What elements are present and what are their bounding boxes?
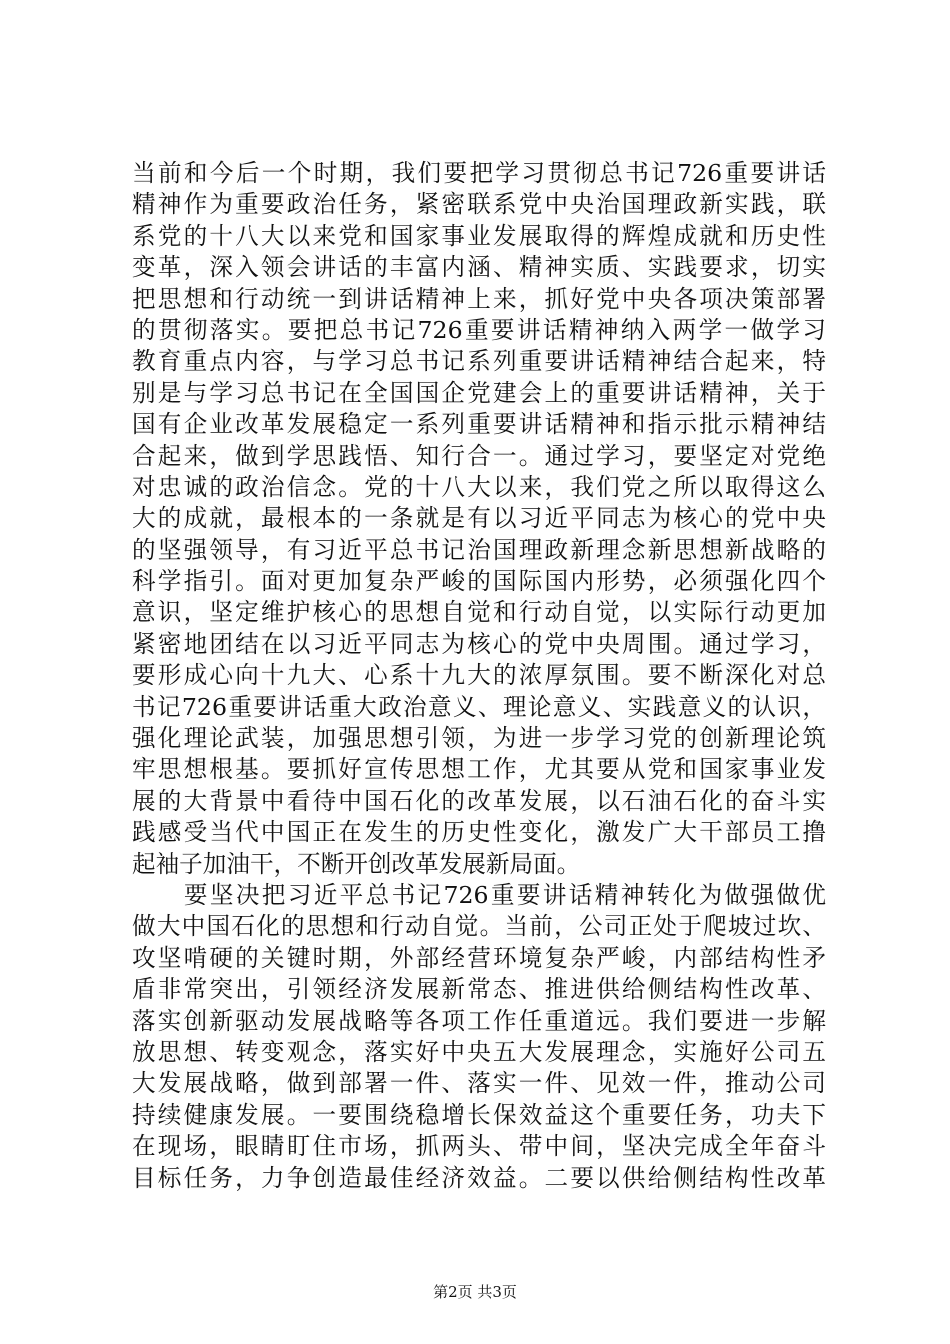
page-footer: 第2页 共3页 <box>433 1283 517 1301</box>
text-line: 展的大背景中看待中国石化的改革发展，以石油石化的奋斗实 <box>132 786 826 815</box>
text-line: 合起来，做到学思践悟、知行合一。通过学习，要坚定对党绝 <box>132 441 826 470</box>
text-line: 国有企业改革发展稳定一系列重要讲话精神和指示批示精神结 <box>132 410 826 439</box>
text-line: 对忠诚的政治信念。党的十八大以来，我们党之所以取得这么 <box>132 472 826 501</box>
text-line: 系党的十八大以来党和国家事业发展取得的辉煌成就和历史性 <box>132 221 826 250</box>
text-line: 牢思想根基。要抓好宣传思想工作，尤其要从党和国家事业发 <box>132 755 826 784</box>
text-line: 当前和今后一个时期，我们要把学习贯彻总书记726重要讲话 <box>132 159 826 187</box>
text-line: 的坚强领导，有习近平总书记治国理政新理念新思想新战略的 <box>132 535 826 564</box>
text-line: 大发展战略，做到部署一件、落实一件、见效一件，推动公司 <box>132 1069 826 1098</box>
body-text <box>132 158 826 1194</box>
text-line: 要坚决把习近平总书记726重要讲话精神转化为做强做优 <box>132 880 826 909</box>
text-line: 做大中国石化的思想和行动自觉。当前，公司正处于爬坡过坎、 <box>132 912 826 941</box>
text-line: 精神作为重要政治任务，紧密联系党中央治国理政新实践，联 <box>132 190 826 219</box>
text-line: 持续健康发展。一要围绕稳增长保效益这个重要任务，功夫下 <box>132 1100 826 1129</box>
text-line: 意识，坚定维护核心的思想自觉和行动自觉，以实际行动更加 <box>132 598 826 627</box>
text-line: 别是与学习总书记在全国国企党建会上的重要讲话精神，关于 <box>132 378 826 407</box>
text-line: 变革，深入领会讲话的丰富内涵、精神实质、实践要求，切实 <box>132 253 826 282</box>
text-line: 大的成就，最根本的一条就是有以习近平同志为核心的党中央 <box>132 504 826 533</box>
text-line: 教育重点内容，与学习总书记系列重要讲话精神结合起来，特 <box>132 347 826 376</box>
text-line: 盾非常突出，引领经济发展新常态、推进供给侧结构性改革、 <box>132 975 826 1004</box>
text-line: 要形成心向十九大、心系十九大的浓厚氛围。要不断深化对总 <box>132 661 826 690</box>
text-line: 攻坚啃硬的关键时期，外部经营环境复杂严峻，内部结构性矛 <box>132 943 826 972</box>
text-line: 的贯彻落实。要把总书记726重要讲话精神纳入两学一做学习 <box>132 315 826 344</box>
text-line: 目标任务，力争创造最佳经济效益。二要以供给侧结构性改革 <box>132 1163 826 1192</box>
text-line: 科学指引。面对更加复杂严峻的国际国内形势，必须强化四个 <box>132 567 826 596</box>
text-line: 放思想、转变观念，落实好中央五大发展理念，实施好公司五 <box>132 1037 826 1066</box>
text-line: 紧密地团结在以习近平同志为核心的党中央周围。通过学习， <box>132 629 826 658</box>
text-line: 起袖子加油干，不断开创改革发展新局面。 <box>132 849 581 878</box>
text-line: 在现场，眼睛盯住市场，抓两头、带中间，坚决完成全年奋斗 <box>132 1132 826 1161</box>
text-line: 落实创新驱动发展战略等各项工作任重道远。我们要进一步解 <box>132 1006 826 1035</box>
text-line: 强化理论武装，加强思想引领，为进一步学习党的创新理论筑 <box>132 724 826 753</box>
text-line: 书记726重要讲话重大政治意义、理论意义、实践意义的认识， <box>132 692 826 721</box>
text-line: 把思想和行动统一到讲话精神上来，抓好党中央各项决策部署 <box>132 284 826 313</box>
text-line: 践感受当代中国正在发生的历史性变化，激发广大干部员工撸 <box>132 818 826 847</box>
